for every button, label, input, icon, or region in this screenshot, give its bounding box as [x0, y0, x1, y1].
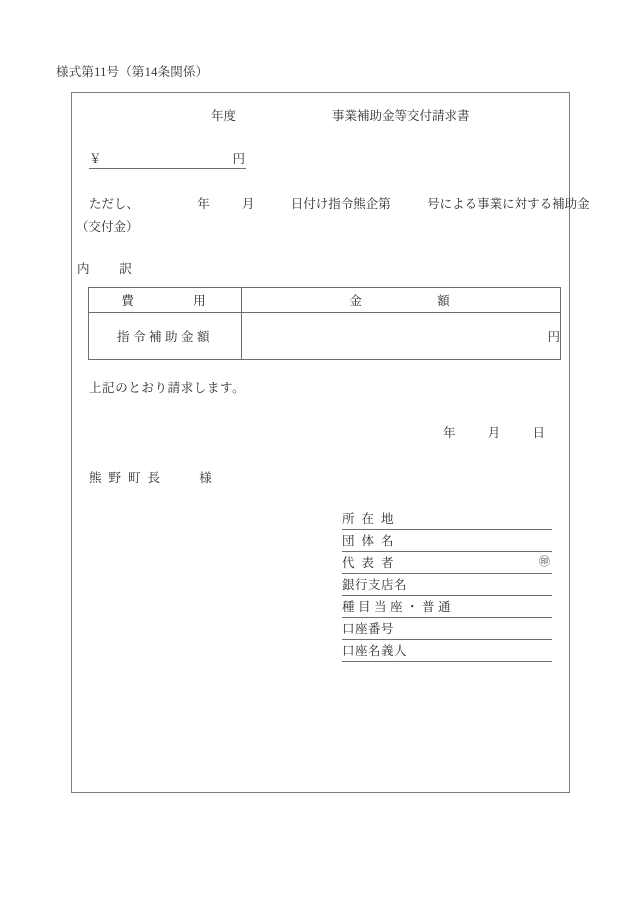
header-amount-char-1: 金 — [349, 294, 365, 308]
request-statement: 上記のとおり請求します。 — [89, 381, 246, 395]
date-month-label: 月 — [487, 426, 501, 440]
body-paragraph — [76, 193, 590, 239]
label-address: 所在地 — [342, 512, 401, 526]
body-month-label: 月 — [242, 197, 255, 211]
body-lead-text: ただし、 — [89, 197, 140, 211]
field-row-account-type[interactable] — [342, 596, 552, 618]
body-line-1 — [89, 193, 590, 216]
table-row — [89, 313, 561, 360]
breakdown-heading — [77, 259, 132, 277]
field-row-account-number[interactable] — [342, 618, 552, 640]
label-account-holder: 口座名義人 — [342, 644, 408, 658]
breakdown-char-2: 訳 — [119, 262, 133, 276]
form-number-label: 様式第11号（第14条関係） — [56, 65, 209, 79]
row-fee-label: 指令補助金額 — [89, 313, 242, 360]
addressee-line — [89, 468, 213, 486]
date-day-label: 日 — [532, 426, 545, 440]
form-frame — [71, 92, 590, 793]
body-line-2: （交付金） — [76, 220, 139, 234]
signature-date-line[interactable] — [443, 423, 545, 441]
body-directive-text: 日付け指令熊企第 — [290, 197, 391, 211]
label-organization: 団体名 — [342, 534, 401, 548]
body-number-text: 号による事業に対する補助金 — [427, 197, 590, 211]
amount-unit-label: 円 — [232, 152, 245, 166]
label-account-type: 種目当座・普通 — [342, 600, 455, 614]
body-year-label: 年 — [197, 197, 210, 211]
label-representative: 代表者 — [342, 556, 401, 570]
header-cell-amount — [242, 288, 561, 313]
applicant-details-block — [342, 508, 552, 662]
field-row-address[interactable] — [342, 508, 552, 530]
title-fiscal-year-label: 年度 — [211, 109, 237, 123]
field-row-representative[interactable] — [342, 552, 552, 574]
table-header-row — [89, 288, 561, 313]
label-account-number: 口座番号 — [342, 622, 395, 636]
date-year-label: 年 — [442, 426, 456, 440]
row-amount-unit: 円 — [547, 330, 560, 344]
addressee-name: 熊野町長 — [89, 471, 168, 485]
addressee-honorific: 様 — [199, 471, 213, 485]
seal-icon: ㊞ — [539, 556, 550, 568]
field-row-account-holder[interactable] — [342, 640, 552, 662]
header-amount-char-2: 額 — [437, 294, 453, 308]
header-fee-char-1: 費 — [121, 294, 137, 308]
header-fee-char-2: 用 — [193, 294, 209, 308]
amount-entry-line[interactable] — [89, 149, 246, 169]
yen-symbol: ￥ — [89, 152, 102, 166]
row-amount-input-cell[interactable] — [242, 313, 561, 360]
page-title: 事業補助金等交付請求書 — [332, 109, 470, 123]
breakdown-table — [88, 287, 561, 360]
field-row-bank-branch[interactable] — [342, 574, 552, 596]
header-cell-fee — [89, 288, 242, 313]
breakdown-char-1: 内 — [77, 262, 91, 276]
field-row-organization[interactable] — [342, 530, 552, 552]
label-bank-branch: 銀行支店名 — [342, 578, 408, 592]
